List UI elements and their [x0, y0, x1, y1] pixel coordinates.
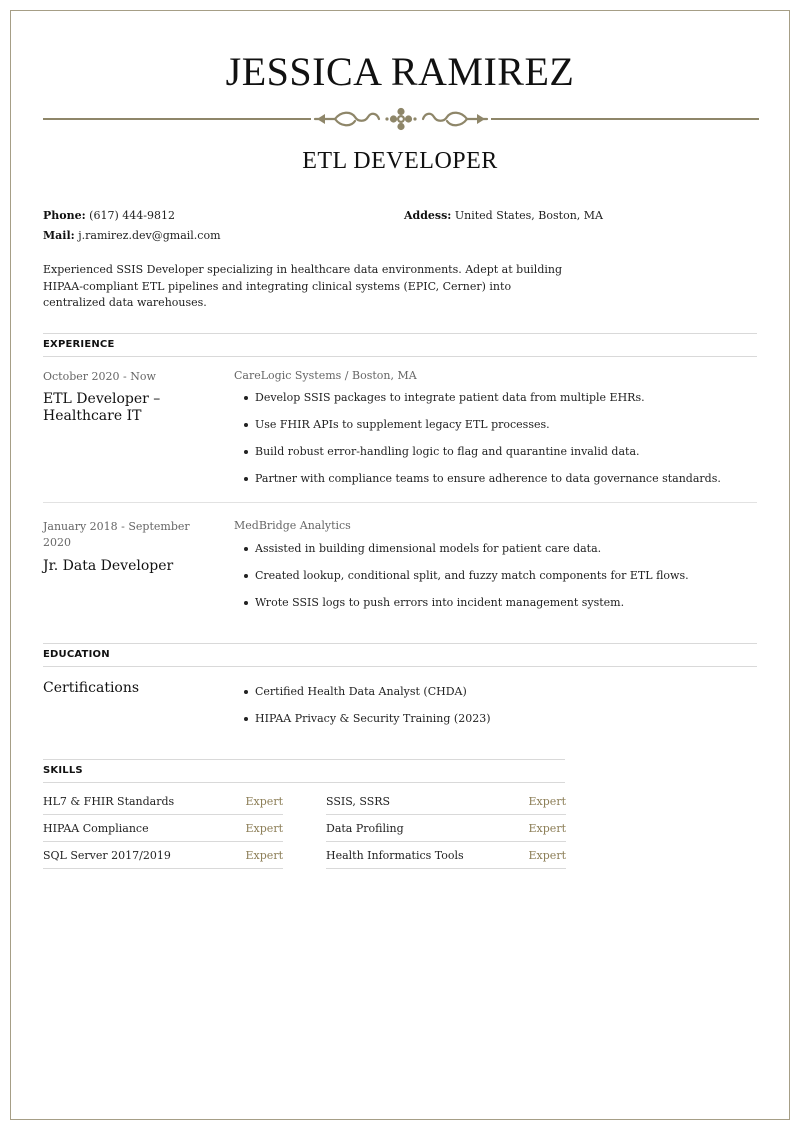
list-item: Created lookup, conditional split, and fuzzy match components for ETL flows. — [244, 569, 744, 596]
job-bullets — [244, 542, 744, 623]
skill-level: Expert — [245, 848, 283, 862]
skill-level: Expert — [528, 821, 566, 835]
phone-label: Phone: — [43, 209, 86, 222]
skill-name: SQL Server 2017/2019 — [43, 848, 171, 862]
flourish-ornament-icon — [311, 104, 491, 134]
job-dates: October 2020 - Now — [43, 370, 156, 383]
contact-phone — [43, 209, 175, 222]
skill-row — [326, 815, 566, 842]
list-item: Assisted in building dimensional models for patient care data. — [244, 542, 744, 569]
skills-column-left — [43, 788, 283, 869]
list-item: Certified Health Data Analyst (CHDA) — [244, 685, 744, 712]
list-item: Partner with compliance teams to ensure adherence to data governance standards. — [244, 472, 744, 499]
skill-name: Data Profiling — [326, 821, 404, 835]
profile-summary: Experienced SSIS Developer specializing in healthcare data environments. Adept at building HIPAA-compliant ETL pipelines and integrating clinical systems (EPIC, Cerner) into centralized data warehouses. — [43, 263, 563, 309]
mail-label: Mail: — [43, 229, 75, 242]
skill-name: Health Informatics Tools — [326, 848, 464, 862]
skill-name: HL7 & FHIR Standards — [43, 794, 175, 808]
list-item: Build robust error-handling logic to flag and quarantine invalid data. — [244, 445, 744, 472]
job-dates: January 2018 - September 2020 — [43, 520, 190, 549]
skill-row — [43, 842, 283, 869]
job-company: MedBridge Analytics — [234, 519, 351, 532]
mail-value: j.ramirez.dev@gmail.com — [78, 229, 221, 242]
phone-value: (617) 444-9812 — [89, 209, 175, 222]
contact-address — [404, 209, 603, 222]
skill-row — [326, 788, 566, 815]
address-value: United States, Boston, MA — [454, 209, 603, 222]
list-item: HIPAA Privacy & Security Training (2023) — [244, 712, 744, 739]
job-company: CareLogic Systems / Boston, MA — [234, 369, 417, 382]
skill-level: Expert — [528, 794, 566, 808]
skill-name: HIPAA Compliance — [43, 821, 149, 835]
job-role: ETL Developer – Healthcare IT — [43, 391, 161, 424]
skill-level: Expert — [245, 821, 283, 835]
divider-line-left — [43, 118, 311, 120]
education-heading: EDUCATION — [43, 643, 757, 667]
experience-heading: EXPERIENCE — [43, 333, 757, 357]
job-title: ETL DEVELOPER — [302, 148, 498, 174]
candidate-name: JESSICA RAMIREZ — [225, 49, 575, 94]
skill-level: Expert — [528, 848, 566, 862]
contact-mail — [43, 229, 221, 242]
address-label: Addess: — [404, 209, 452, 222]
education-bullets — [244, 685, 744, 739]
list-item: Use FHIR APIs to supplement legacy ETL processes. — [244, 418, 744, 445]
job-divider — [43, 502, 757, 503]
education-title: Certifications — [43, 680, 140, 696]
skills-heading: SKILLS — [43, 759, 565, 783]
skill-level: Expert — [245, 794, 283, 808]
list-item: Develop SSIS packages to integrate patient data from multiple EHRs. — [244, 391, 744, 418]
skills-column-right — [326, 788, 566, 869]
job-role: Jr. Data Developer — [43, 558, 174, 574]
skill-row — [43, 815, 283, 842]
skill-row — [326, 842, 566, 869]
title-divider — [43, 104, 759, 134]
skill-name: SSIS, SSRS — [326, 794, 391, 808]
list-item: Wrote SSIS logs to push errors into incident management system. — [244, 596, 744, 623]
divider-line-right — [491, 118, 759, 120]
job-bullets — [244, 391, 744, 499]
skill-row — [43, 788, 283, 815]
